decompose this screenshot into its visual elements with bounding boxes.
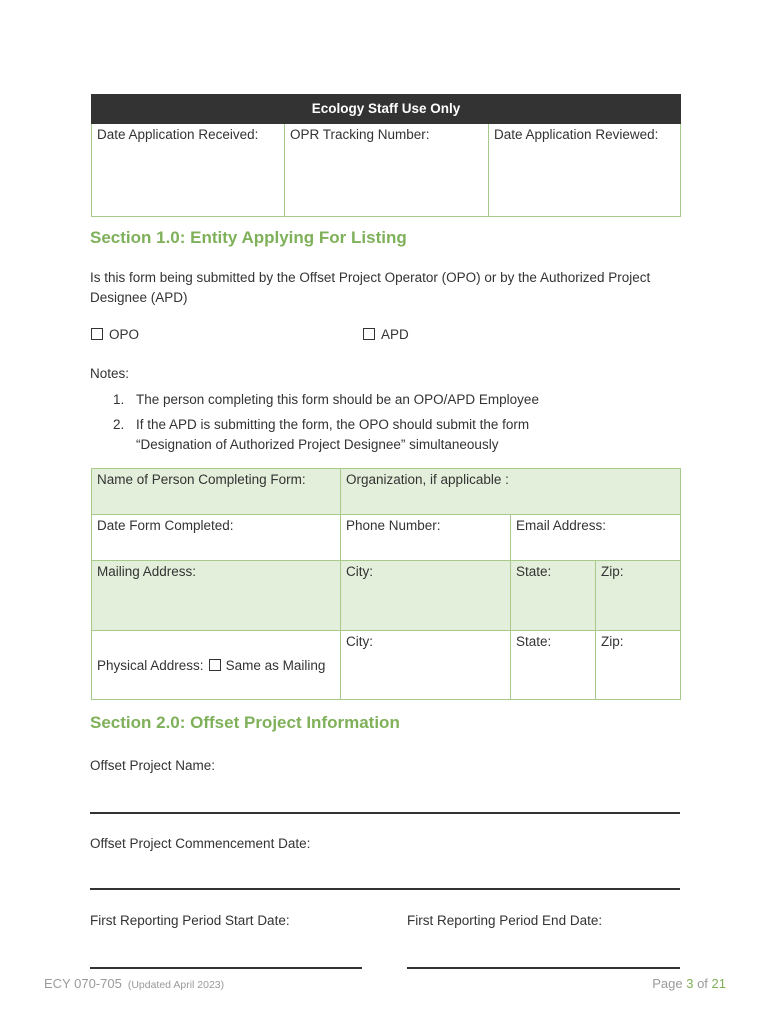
opo-option[interactable] <box>91 327 139 342</box>
physical-city-cell[interactable] <box>340 630 511 700</box>
note-number: 1. <box>113 392 125 407</box>
date-received-label: Date Application Received: <box>97 127 259 142</box>
date-completed-label: Date Form Completed: <box>97 518 234 533</box>
page-number: 3 <box>686 976 694 991</box>
same-as-mailing-label: Same as Mailing <box>225 657 326 673</box>
opr-tracking-cell[interactable] <box>285 124 489 216</box>
physical-city-label: City: <box>346 634 373 649</box>
page-prefix: Page <box>652 976 683 991</box>
project-name-label: Offset Project Name: <box>90 758 216 773</box>
name-cell[interactable] <box>91 468 341 515</box>
form-number: ECY 070-705 <box>44 976 122 991</box>
physical-address-label: Physical Address: <box>97 657 204 673</box>
submitter-question: Is this form being submitted by the Offset Project Operator (OPO) or by the Authorized Project Designee (APD) <box>90 270 651 305</box>
opo-label: OPO <box>109 327 140 342</box>
updated-date: (Updated April 2023) <box>127 979 225 991</box>
notes-label: Notes: <box>90 366 130 381</box>
note-item <box>91 390 591 410</box>
phone-label: Phone Number: <box>346 518 441 533</box>
mailing-address-cell[interactable] <box>91 560 341 631</box>
end-date-field[interactable] <box>407 967 680 969</box>
date-received-cell[interactable] <box>92 124 285 216</box>
note-text: If the APD is submitting the form, the OPO should submit the form “Designation of Authorized Project Designee” simultaneously <box>136 417 530 452</box>
mailing-address-label: Mailing Address: <box>97 564 197 579</box>
opr-tracking-label: OPR Tracking Number: <box>290 127 430 142</box>
date-completed-cell[interactable] <box>91 514 341 561</box>
mailing-city-cell[interactable] <box>340 560 511 631</box>
form-id <box>44 976 224 991</box>
email-label: Email Address: <box>516 518 607 533</box>
staff-use-header: Ecology Staff Use Only <box>91 94 681 124</box>
apd-option[interactable] <box>363 327 409 342</box>
physical-address-cell[interactable] <box>91 630 341 700</box>
start-date-field[interactable] <box>90 967 362 969</box>
date-reviewed-cell[interactable] <box>489 124 680 216</box>
organization-cell[interactable] <box>340 468 681 515</box>
email-cell[interactable] <box>510 514 681 561</box>
section2-title: Section 2.0: Offset Project Information <box>90 713 400 732</box>
page-total: 21 <box>711 976 726 991</box>
notes <box>91 390 591 455</box>
phone-cell[interactable] <box>340 514 511 561</box>
contact-info-table <box>91 468 681 700</box>
apd-checkbox[interactable] <box>363 328 375 340</box>
opo-checkbox[interactable] <box>91 328 103 340</box>
page-of: of <box>697 976 708 991</box>
note-text: The person completing this form should be an OPO/APD Employee <box>136 392 539 407</box>
mailing-city-label: City: <box>346 564 373 579</box>
date-reviewed-label: Date Application Reviewed: <box>494 127 659 142</box>
same-as-mailing-checkbox[interactable] <box>209 659 221 671</box>
section1-title: Section 1.0: Entity Applying For Listing <box>90 228 407 247</box>
physical-state-cell[interactable] <box>510 630 596 700</box>
project-name-field[interactable] <box>90 812 680 814</box>
apd-label: APD <box>381 327 409 342</box>
physical-zip-cell[interactable] <box>595 630 681 700</box>
mailing-zip-cell[interactable] <box>595 560 681 631</box>
mailing-state-label: State: <box>516 564 552 579</box>
mailing-state-cell[interactable] <box>510 560 596 631</box>
end-date-label: First Reporting Period End Date: <box>407 913 603 928</box>
staff-use-table <box>91 94 681 217</box>
name-label: Name of Person Completing Form: <box>97 472 306 487</box>
note-number: 2. <box>113 417 125 432</box>
start-date-label: First Reporting Period Start Date: <box>90 913 290 928</box>
mailing-zip-label: Zip: <box>601 564 624 579</box>
physical-zip-label: Zip: <box>601 634 624 649</box>
organization-label: Organization, if applicable : <box>346 472 509 487</box>
commencement-date-field[interactable] <box>90 888 680 890</box>
note-item <box>91 415 591 455</box>
physical-state-label: State: <box>516 634 552 649</box>
commencement-date-label: Offset Project Commencement Date: <box>90 836 311 851</box>
page-indicator <box>652 976 726 991</box>
notes-list <box>91 390 591 455</box>
